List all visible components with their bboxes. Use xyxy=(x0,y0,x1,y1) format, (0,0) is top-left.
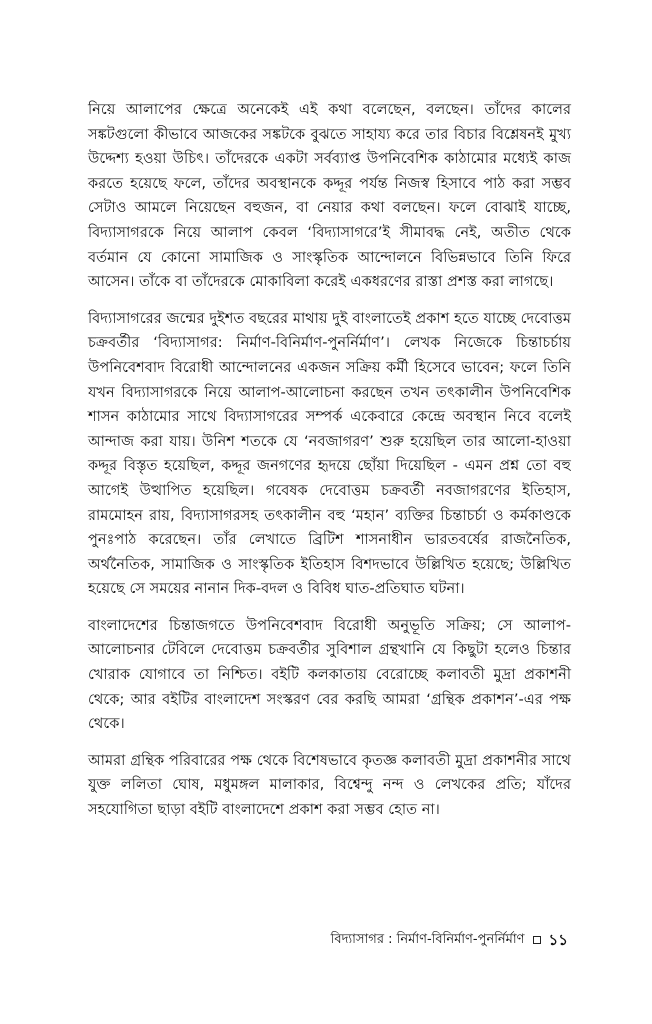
paragraph-1: নিয়ে আলাপের ক্ষেত্রে অনেকেই এই কথা বলেছেন, বলছেন। তাঁদের কালের সঙ্কটগুলো কীভাবে আজকের সঙ্কটকে বুঝতে সাহায্য করে তার বিচার বিশ্লেষনই মুখ্য উদ্দেশ্য হওয়া উচিৎ। তাঁদেরকে একটা সর্বব্যাপ্ত উপনিবেশিক কাঠামোর মধ্যেই কাজ করতে হয়েছে ফলে, তাঁদের অবস্থানকে কদ্দূর পর্যন্ত নিজস্ব হিসাবে পাঠ করা সম্ভব সেটাও আমলে নিয়েছেন বহুজন, বা নেয়ার কথা বলছেন। ফলে বোঝাই যাচ্ছে, বিদ্যাসাগরকে নিয়ে আলাপ কেবল ‘বিদ্যাসাগরে’ই সীমাবদ্ধ নেই, অতীত থেকে বর্তমান যে কোনো সামাজিক ও সাংস্কৃতিক আন্দোলনে বিভিন্নভাবে তিনি ফিরে আসেন। তাঁকে বা তাঁদেরকে মোকাবিলা করেই একধরণের রাস্তা প্রশস্ত করা লাগছে। xyxy=(88,101,571,291)
page-footer xyxy=(331,930,568,950)
page-number: ১১ xyxy=(548,931,568,949)
paragraph-2: বিদ্যাসাগরের জন্মের দুইশত বছরের মাথায় দুই বাংলাতেই প্রকাশ হতে যাচ্ছে দেবোত্তম চক্রবর্তীর ‘বিদ্যাসাগর: নির্মাণ-বিনির্মাণ-পুনর্নির্মাণ’। লেখক নিজেকে চিন্তাচর্চায় উপনিবেশবাদ বিরোধী আন্দোলনের একজন সক্রিয় কর্মী হিসেবে ভাবেন; ফলে তিনি যখন বিদ্যাসাগরকে নিয়ে আলাপ-আলোচনা করছেন তখন তৎকালীন উপনিবেশিক শাসন কাঠামোর সাথে বিদ্যাসাগরের সম্পর্ক একেবারে কেন্দ্রে অবস্থান নিবে বলেই আন্দাজ করা যায়। উনিশ শতকে যে ‘নবজাগরণ’ শুরু হয়েছিল তার আলো-হাওয়া কদ্দূর বিস্তৃত হয়েছিল, কদ্দূর জনগণের হৃদয়ে ছোঁয়া দিয়েছিল - এমন প্রশ্ন তো বহু আগেই উত্থাপিত হয়েছিল। গবেষক দেবোত্তম চক্রবর্তী নবজাগরণের ইতিহাস, রামমোহন রায়, বিদ্যাসাগরসহ তৎকালীন বহু ‘মহান’ ব্যক্তির চিন্তাচর্চা ও কর্মকাণ্ডকে পুনঃপাঠ করেছেন। তাঁর লেখাতে ব্রিটিশ শাসনাধীন ভারতবর্ষের রাজনৈতিক, অর্থনৈতিক, সামাজিক ও সাংস্কৃতিক ইতিহাস বিশদভাবে উল্লিখিত হয়েছে; উল্লিখিত হয়েছে সে সময়ের নানান দিক-বদল ও বিবিধ ঘাত-প্রতিঘাত ঘটনা। xyxy=(88,309,571,598)
paragraph-3: বাংলাদেশের চিন্তাজগতে উপনিবেশবাদ বিরোধী অনুভূতি সক্রিয়; সে আলাপ-আলোচনার টেবিলে দেবোত্তম চক্রবর্তীর সুবিশাল গ্রন্থখানি যে কিছুটা হলেও চিন্তার খোরাক যোগাবে তা নিশ্চিত। বইটি কলকাতায় বেরোচ্ছে কলাবতী মুদ্রা প্রকাশনী থেকে; আর বইটির বাংলাদেশ সংস্করণ বের করছি আমরা ‘গ্রন্থিক প্রকাশন’-এর পক্ষ থেকে। xyxy=(88,616,571,733)
running-title: বিদ্যাসাগর : নির্মাণ-বিনির্মাণ-পুনর্নির্মাণ xyxy=(330,932,525,947)
body-text xyxy=(88,98,571,823)
square-separator-icon xyxy=(533,936,541,944)
paragraph-4: আমরা গ্রন্থিক পরিবারের পক্ষ থেকে বিশেষভাবে কৃতজ্ঞ কলাবতী মুদ্রা প্রকাশনীর সাথে যুক্ত ললিতা ঘোষ, মধুমঙ্গল মালাকার, বিশ্বেন্দু নন্দ ও লেখকের প্রতি; যাঁদের সহযোগিতা ছাড়া বইটি বাংলাদেশে প্রকাশ করা সম্ভব হোত না। xyxy=(88,751,571,819)
